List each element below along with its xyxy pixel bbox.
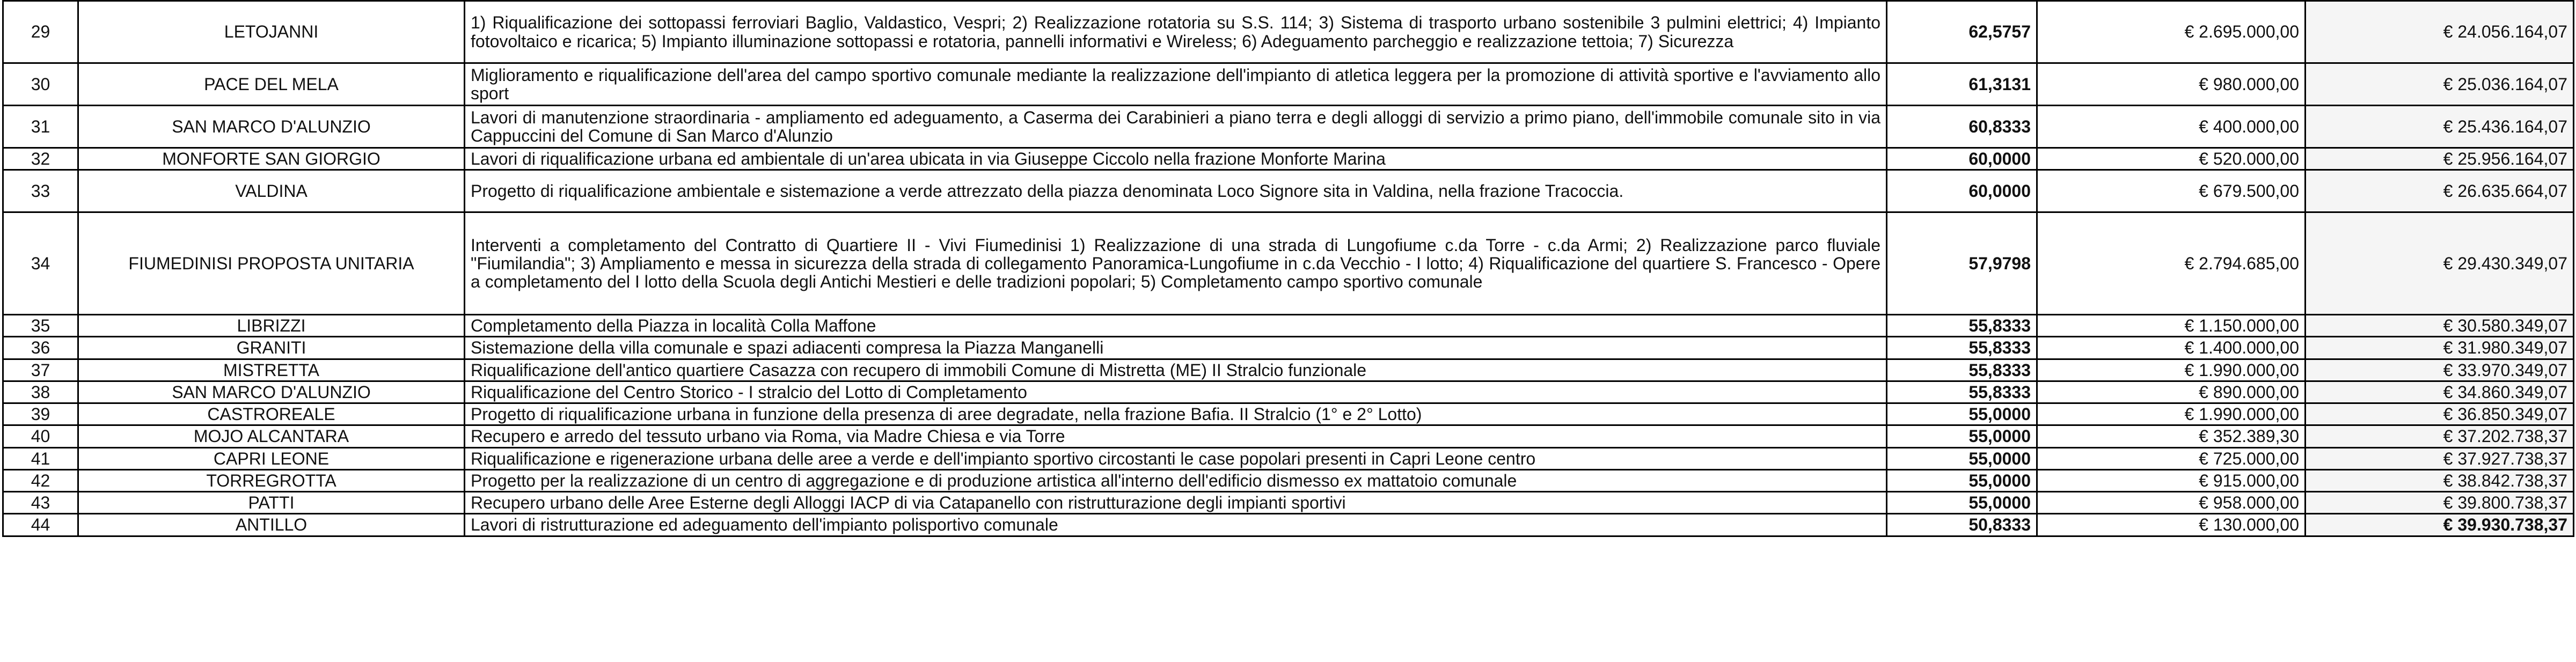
- cumulative-amount-cell: € 37.927.738,37: [2306, 447, 2574, 469]
- amount-cell: € 1.990.000,00: [2037, 359, 2306, 381]
- cumulative-amount-cell: € 31.980.349,07: [2306, 337, 2574, 359]
- project-description-cell: Lavori di ristrutturazione ed adeguamento dell'impianto polisportivo comunale: [465, 514, 1887, 536]
- cumulative-amount-cell: € 39.930.738,37: [2306, 514, 2574, 536]
- row-number: 33: [3, 170, 78, 212]
- score-cell: 60,0000: [1887, 148, 2037, 170]
- score-cell: 55,8333: [1887, 359, 2037, 381]
- municipality-cell: MONFORTE SAN GIORGIO: [78, 148, 465, 170]
- table-row: [3, 514, 2574, 536]
- score-cell: 57,9798: [1887, 212, 2037, 315]
- project-description-cell: Interventi a completamento del Contratto di Quartiere II - Vivi Fiumedinisi 1) Realizzazione di una strada di Lungofiume c.da Torre - c.da Armi; 2) Realizzazione parco fluviale "Fiumilandia"; 3) Ampliamento e messa in sicurezza della strada di collegamento Panoramica-Lungofiume in c.da Vecchio - I lotto; 4) Riqualificazione del quartiere S. Francesco - Opere a completamento del I lotto della Scuola degli Antichi Mestieri e delle tradizioni popolari; 5) Completamento campo sportivo comunale: [465, 212, 1887, 315]
- table-row: [3, 170, 2574, 212]
- table-row: [3, 212, 2574, 315]
- project-description-cell: Progetto di riqualificazione ambientale e sistemazione a verde attrezzato della piazza denominata Loco Signore sita in Valdina, nella frazione Tracoccia.: [465, 170, 1887, 212]
- amount-cell: € 725.000,00: [2037, 447, 2306, 469]
- row-number: 39: [3, 403, 78, 425]
- cumulative-amount-cell: € 25.956.164,07: [2306, 148, 2574, 170]
- cumulative-amount-cell: € 34.860.349,07: [2306, 381, 2574, 403]
- municipality-cell: CASTROREALE: [78, 403, 465, 425]
- row-number: 34: [3, 212, 78, 315]
- municipality-cell: LETOJANNI: [78, 1, 465, 63]
- cumulative-amount-cell: € 24.056.164,07: [2306, 1, 2574, 63]
- amount-cell: € 2.695.000,00: [2037, 1, 2306, 63]
- row-number: 42: [3, 469, 78, 491]
- cumulative-amount-cell: € 33.970.349,07: [2306, 359, 2574, 381]
- project-description-cell: Progetto di riqualificazione urbana in funzione della presenza di aree degradate, nella frazione Bafia. II Stralcio (1° e 2° Lotto): [465, 403, 1887, 425]
- project-description-cell: Sistemazione della villa comunale e spazi adiacenti compresa la Piazza Manganelli: [465, 337, 1887, 359]
- score-cell: 50,8333: [1887, 514, 2037, 536]
- municipality-cell: VALDINA: [78, 170, 465, 212]
- amount-cell: € 679.500,00: [2037, 170, 2306, 212]
- municipality-cell: MOJO ALCANTARA: [78, 425, 465, 447]
- municipality-cell: SAN MARCO D'ALUNZIO: [78, 106, 465, 148]
- amount-cell: € 980.000,00: [2037, 63, 2306, 106]
- project-description-cell: Recupero urbano delle Aree Esterne degli Alloggi IACP di via Catapanello con ristrutturazione degli impianti sportivi: [465, 492, 1887, 514]
- row-number: 29: [3, 1, 78, 63]
- score-cell: 55,8333: [1887, 337, 2037, 359]
- project-description-cell: Lavori di riqualificazione urbana ed ambientale di un'area ubicata in via Giuseppe Ciccolo nella frazione Monforte Marina: [465, 148, 1887, 170]
- amount-cell: € 2.794.685,00: [2037, 212, 2306, 315]
- table-row: [3, 359, 2574, 381]
- municipality-cell: GRANITI: [78, 337, 465, 359]
- row-number: 43: [3, 492, 78, 514]
- municipality-cell: SAN MARCO D'ALUNZIO: [78, 381, 465, 403]
- row-number: 41: [3, 447, 78, 469]
- municipality-cell: PACE DEL MELA: [78, 63, 465, 106]
- score-cell: 55,0000: [1887, 403, 2037, 425]
- municipality-cell: LIBRIZZI: [78, 315, 465, 337]
- ranking-table: [2, 0, 2574, 537]
- score-cell: 55,8333: [1887, 381, 2037, 403]
- table-row: [3, 425, 2574, 447]
- project-description-cell: Completamento della Piazza in località Colla Maffone: [465, 315, 1887, 337]
- municipality-cell: PATTI: [78, 492, 465, 514]
- score-cell: 55,0000: [1887, 492, 2037, 514]
- table-row: [3, 106, 2574, 148]
- score-cell: 61,3131: [1887, 63, 2037, 106]
- cumulative-amount-cell: € 38.842.738,37: [2306, 469, 2574, 491]
- table-row: [3, 469, 2574, 491]
- table-row: [3, 447, 2574, 469]
- table-row: [3, 63, 2574, 106]
- score-cell: 60,0000: [1887, 170, 2037, 212]
- score-cell: 62,5757: [1887, 1, 2037, 63]
- table-row: [3, 1, 2574, 63]
- project-description-cell: Riqualificazione e rigenerazione urbana delle aree a verde e dell'impianto sportivo circostanti le case popolari presenti in Capri Leone centro: [465, 447, 1887, 469]
- row-number: 40: [3, 425, 78, 447]
- table-row: [3, 315, 2574, 337]
- municipality-cell: ANTILLO: [78, 514, 465, 536]
- row-number: 36: [3, 337, 78, 359]
- project-description-cell: Riqualificazione del Centro Storico - I stralcio del Lotto di Completamento: [465, 381, 1887, 403]
- row-number: 38: [3, 381, 78, 403]
- score-cell: 60,8333: [1887, 106, 2037, 148]
- row-number: 44: [3, 514, 78, 536]
- table-row: [3, 148, 2574, 170]
- score-cell: 55,0000: [1887, 425, 2037, 447]
- cumulative-amount-cell: € 37.202.738,37: [2306, 425, 2574, 447]
- amount-cell: € 130.000,00: [2037, 514, 2306, 536]
- row-number: 31: [3, 106, 78, 148]
- table-row: [3, 492, 2574, 514]
- cumulative-amount-cell: € 36.850.349,07: [2306, 403, 2574, 425]
- amount-cell: € 915.000,00: [2037, 469, 2306, 491]
- amount-cell: € 352.389,30: [2037, 425, 2306, 447]
- project-description-cell: Progetto per la realizzazione di un centro di aggregazione e di produzione artistica all'interno dell'edificio dismesso ex mattatoio comunale: [465, 469, 1887, 491]
- row-number: 35: [3, 315, 78, 337]
- score-cell: 55,0000: [1887, 447, 2037, 469]
- row-number: 37: [3, 359, 78, 381]
- amount-cell: € 1.150.000,00: [2037, 315, 2306, 337]
- cumulative-amount-cell: € 29.430.349,07: [2306, 212, 2574, 315]
- table-row: [3, 403, 2574, 425]
- project-description-cell: Lavori di manutenzione straordinaria - ampliamento ed adeguamento, a Caserma dei Carabinieri a piano terra e degli alloggi di servizio a primo piano, dell'immobile comunale sito in via Cappuccini del Comune di San Marco d'Alunzio: [465, 106, 1887, 148]
- cumulative-amount-cell: € 30.580.349,07: [2306, 315, 2574, 337]
- row-number: 32: [3, 148, 78, 170]
- cumulative-amount-cell: € 39.800.738,37: [2306, 492, 2574, 514]
- municipality-cell: FIUMEDINISI PROPOSTA UNITARIA: [78, 212, 465, 315]
- municipality-cell: CAPRI LEONE: [78, 447, 465, 469]
- score-cell: 55,8333: [1887, 315, 2037, 337]
- score-cell: 55,0000: [1887, 469, 2037, 491]
- cumulative-amount-cell: € 26.635.664,07: [2306, 170, 2574, 212]
- amount-cell: € 1.400.000,00: [2037, 337, 2306, 359]
- project-description-cell: Miglioramento e riqualificazione dell'area del campo sportivo comunale mediante la realizzazione dell'impianto di atletica leggera per la promozione di attività sportive e l'avviamento allo sport: [465, 63, 1887, 106]
- table-row: [3, 337, 2574, 359]
- table-row: [3, 381, 2574, 403]
- project-description-cell: Recupero e arredo del tessuto urbano via Roma, via Madre Chiesa e via Torre: [465, 425, 1887, 447]
- amount-cell: € 520.000,00: [2037, 148, 2306, 170]
- amount-cell: € 890.000,00: [2037, 381, 2306, 403]
- cumulative-amount-cell: € 25.436.164,07: [2306, 106, 2574, 148]
- amount-cell: € 400.000,00: [2037, 106, 2306, 148]
- amount-cell: € 958.000,00: [2037, 492, 2306, 514]
- municipality-cell: MISTRETTA: [78, 359, 465, 381]
- municipality-cell: TORREGROTTA: [78, 469, 465, 491]
- project-description-cell: Riqualificazione dell'antico quartiere Casazza con recupero di immobili Comune di Mistretta (ME) II Stralcio funzionale: [465, 359, 1887, 381]
- cumulative-amount-cell: € 25.036.164,07: [2306, 63, 2574, 106]
- row-number: 30: [3, 63, 78, 106]
- amount-cell: € 1.990.000,00: [2037, 403, 2306, 425]
- project-description-cell: 1) Riqualificazione dei sottopassi ferroviari Baglio, Valdastico, Vespri; 2) Realizzazione rotatoria su S.S. 114; 3) Sistema di trasporto urbano sostenibile 3 pulmini elettrici; 4) Impianto fotovoltaico e ricarica; 5) Impianto illuminazione sottopassi e rotatoria, pannelli informativi e Wireless; 6) Adeguamento parcheggio e realizzazione tettoia; 7) Sicurezza: [465, 1, 1887, 63]
